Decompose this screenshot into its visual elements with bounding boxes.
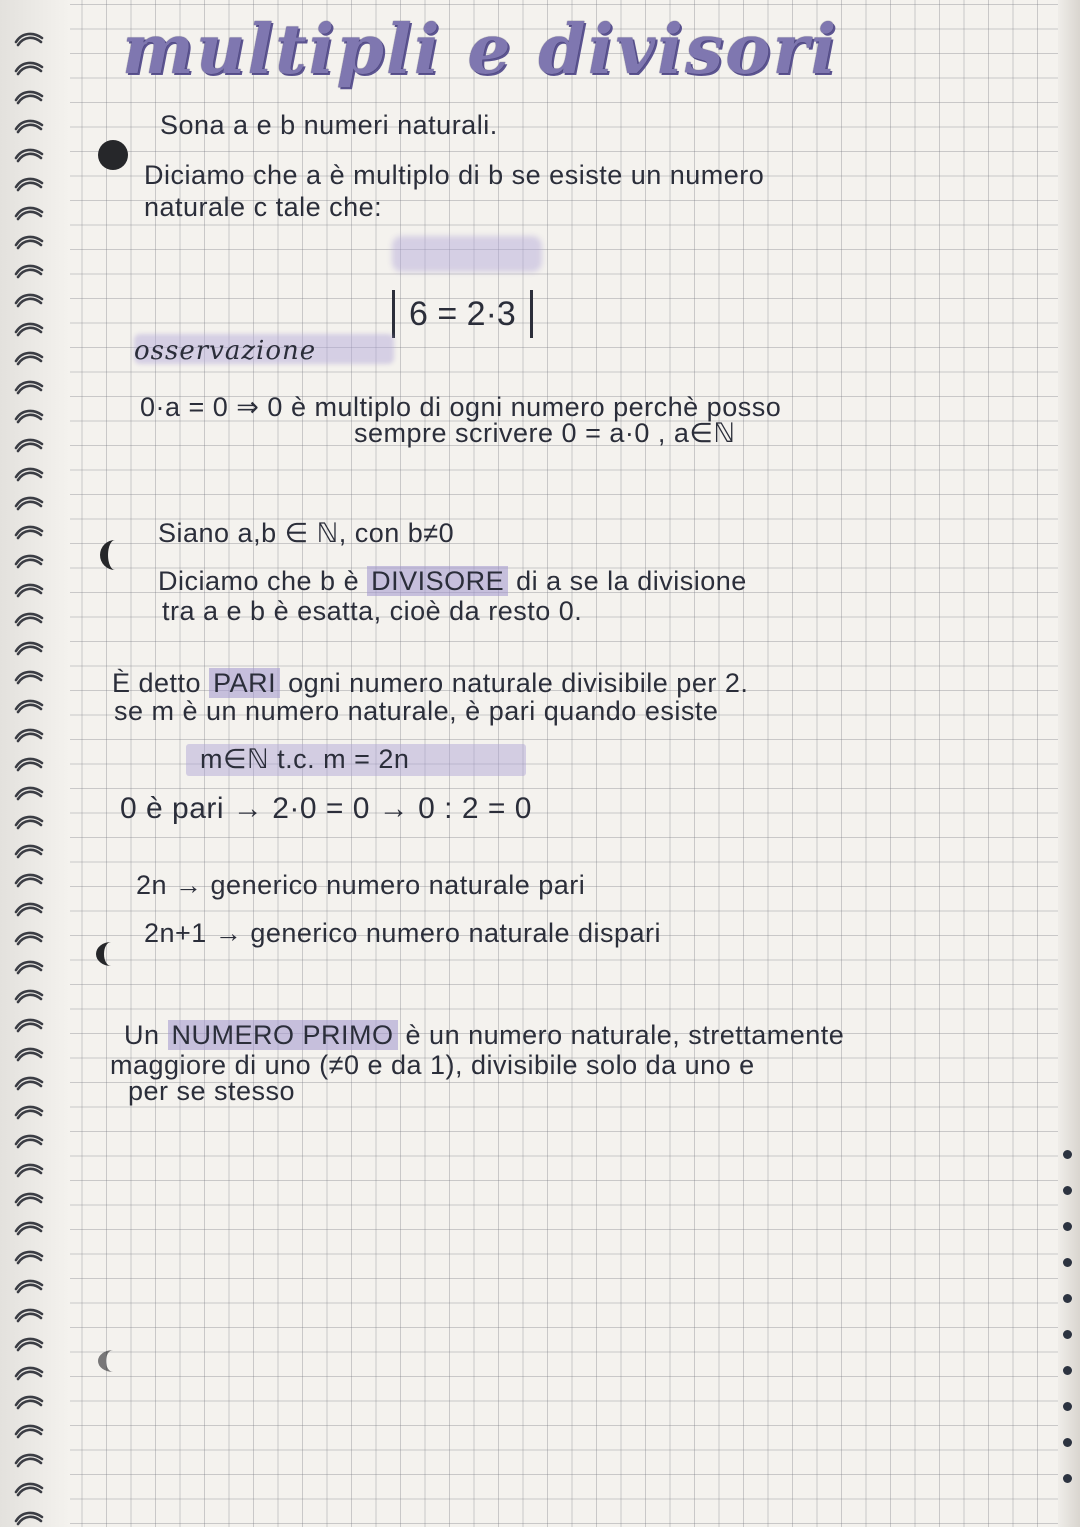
punch-hole-icon [1063, 1294, 1072, 1303]
highlighted-keyword: NUMERO PRIMO [168, 1020, 398, 1050]
spiral-ring-icon [14, 784, 44, 802]
punch-hole-icon [1063, 1402, 1072, 1411]
formula: 6 = 2·3 [392, 290, 533, 338]
spiral-binding [0, 0, 70, 1527]
text-line: sempre scrivere 0 = a·0 , a∈ℕ [354, 418, 736, 448]
spiral-ring-icon [14, 1509, 44, 1527]
spiral-ring-icon [14, 610, 44, 628]
spiral-ring-icon [14, 668, 44, 686]
spiral-ring-icon [14, 842, 44, 860]
punch-hole-icon [1063, 1222, 1072, 1231]
spiral-ring-icon [14, 1103, 44, 1121]
spiral-ring-icon [14, 639, 44, 657]
spiral-ring-icon [14, 958, 44, 976]
spiral-ring-icon [14, 581, 44, 599]
spiral-ring-icon [14, 1422, 44, 1440]
punch-hole-icon [1063, 1474, 1072, 1483]
text-segment: è un numero naturale, strettamente [397, 1020, 845, 1050]
spiral-ring-icon [14, 146, 44, 164]
text-line: 0 è pari → 2·0 = 0 → 0 : 2 = 0 [120, 792, 532, 825]
section-heading: osservazione [134, 336, 317, 366]
text-line: 2n → generico numero naturale pari [136, 870, 586, 900]
text-line: maggiore di uno (≠0 e da 1), divisibile solo da uno e [110, 1050, 755, 1080]
text-line: 0·a = 0 ⇒ 0 è multiplo di ogni numero perchè posso [140, 392, 782, 422]
text-line: Siano a,b ∈ ℕ, con b≠0 [158, 518, 455, 548]
spiral-ring-icon [14, 1393, 44, 1411]
spiral-ring-icon [14, 1277, 44, 1295]
spiral-ring-icon [14, 1016, 44, 1034]
spiral-ring-icon [14, 117, 44, 135]
text-line: Sona a e b numeri naturali. [160, 110, 498, 140]
punch-hole-icon [1063, 1186, 1072, 1195]
spiral-ring-icon [14, 1451, 44, 1469]
spiral-ring-icon [14, 1335, 44, 1353]
spiral-ring-icon [14, 204, 44, 222]
punch-hole-icon [1063, 1366, 1072, 1375]
spiral-ring-icon [14, 233, 44, 251]
spiral-ring-icon [14, 929, 44, 947]
spiral-ring-icon [14, 871, 44, 889]
spiral-ring-icon [14, 523, 44, 541]
punch-hole-icon [1063, 1150, 1072, 1159]
text-line: tra a e b è esatta, cioè da resto 0. [162, 596, 583, 626]
spiral-ring-icon [14, 291, 44, 309]
text-line [124, 1020, 844, 1051]
text-line: m∈ℕ t.c. m = 2n [200, 744, 410, 774]
spiral-ring-icon [14, 407, 44, 425]
text-line: per se stesso [128, 1076, 296, 1106]
text-segment: di a se la divisione [508, 566, 747, 596]
spiral-ring-icon [14, 813, 44, 831]
spiral-ring-icon [14, 697, 44, 715]
text-line: 2n+1 → generico numero naturale dispari [144, 918, 662, 948]
highlighted-keyword: PARI [209, 668, 280, 698]
spiral-ring-icon [14, 262, 44, 280]
spiral-ring-icon [14, 1190, 44, 1208]
spiral-ring-icon [14, 1074, 44, 1092]
text-line: se m è un numero naturale, è pari quando esiste [114, 696, 719, 726]
spiral-ring-icon [14, 552, 44, 570]
text-segment: Un [124, 1020, 168, 1050]
spiral-ring-icon [14, 900, 44, 918]
punch-hole-icon [1063, 1258, 1072, 1267]
spiral-ring-icon [14, 1480, 44, 1498]
spiral-ring-icon [14, 378, 44, 396]
spiral-ring-icon [14, 987, 44, 1005]
spiral-ring-icon [14, 88, 44, 106]
spiral-ring-icon [14, 436, 44, 454]
spiral-ring-icon [14, 1248, 44, 1266]
spiral-ring-icon [14, 1306, 44, 1324]
bullet-dot [100, 540, 130, 570]
punch-hole-icon [1063, 1330, 1072, 1339]
text-line: Diciamo che a è multiplo di b se esiste un numero [144, 160, 765, 190]
spiral-ring-icon [14, 755, 44, 773]
text-segment: È detto [112, 668, 210, 698]
text-line [158, 566, 747, 597]
spiral-ring-icon [14, 465, 44, 483]
text-segment: Diciamo che b è [158, 566, 368, 596]
spiral-ring-icon [14, 726, 44, 744]
spiral-ring-icon [14, 1219, 44, 1237]
page-edge [1058, 0, 1080, 1527]
text-line [112, 668, 748, 699]
text-segment: ogni numero naturale divisibile per 2. [280, 668, 749, 698]
spiral-ring-icon [14, 1364, 44, 1382]
spiral-ring-icon [14, 1161, 44, 1179]
bullet-dot [96, 942, 126, 966]
highlighted-keyword: DIVISORE [367, 566, 508, 596]
spiral-ring-icon [14, 1132, 44, 1150]
punch-hole-icon [1063, 1438, 1072, 1447]
text-line: naturale c tale che: [144, 192, 383, 222]
spiral-ring-icon [14, 30, 44, 48]
highlight-smudge [392, 236, 542, 272]
spiral-ring-icon [14, 349, 44, 367]
bullet-dot [98, 1350, 128, 1372]
spiral-ring-icon [14, 175, 44, 193]
spiral-ring-icon [14, 1045, 44, 1063]
spiral-ring-icon [14, 494, 44, 512]
bullet-dot [98, 140, 128, 170]
spiral-ring-icon [14, 59, 44, 77]
page-title: multipli e divisori [122, 10, 839, 90]
spiral-ring-icon [14, 320, 44, 338]
